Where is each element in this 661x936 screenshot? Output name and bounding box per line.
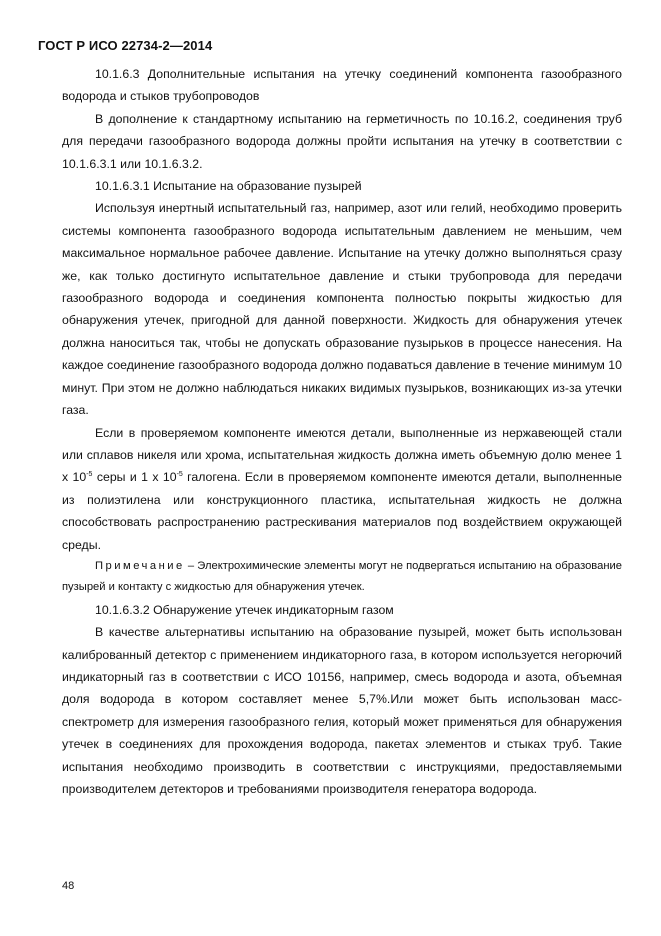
section-heading-10-1-6-3-2: 10.1.6.3.2 Обнаружение утечек индикаторным газом bbox=[95, 602, 394, 617]
page-number: 48 bbox=[62, 880, 75, 892]
paragraph-test-liquid bbox=[62, 422, 622, 556]
section-heading-10-1-6-3: 10.1.6.3 Дополнительные испытания на утечку соединений компонента газообразного водорода и стыков трубопроводов bbox=[62, 67, 622, 104]
paragraph-intro: В дополнение к стандартному испытанию на герметичность по 10.16.2, соединения труб для передачи газообразного водорода должны пройти испытания на утечку в соответствии с 10.1.6.3.1 или 10.1.6.3.2. bbox=[62, 111, 622, 171]
paragraph-bubble-test: Используя инертный испытательный газ, например, азот или гелий, необходимо проверить системы компонента газообразного водорода испытательным давлением не меньшим, чем максимальное нормальное рабочее давление. Испытание на утечку должно выполняться сразу же, как только достигнуто испытательное давление и стыки трубопровода для передачи газообразного водорода и соединения компонента полностью покрыты жидкостью для обнаружения утечек, пригодной для данной поверхности. Жидкость для обнаружения утечек должна наноситься так, чтобы не допускать образование пузырьков в процессе нанесения. На каждое соединение газообразного водорода должно подаваться давление в течение минимум 10 минут. При этом не должно наблюдаться никаких видимых пузырьков, возникающих из-за утечки газа. bbox=[62, 201, 622, 418]
test-liquid-text-1: Если в проверяемом компоненте имеются детали, выполненные из нержавеющей стали или сплавов никеля или хрома, испытательная жидкость должна иметь объемную долю менее 1 х 10 bbox=[62, 425, 622, 485]
standard-header: ГОСТ Р ИСО 22734-2—2014 bbox=[38, 38, 213, 53]
exponent-sulfur: -5 bbox=[86, 471, 93, 479]
note-label: Примечание bbox=[95, 559, 185, 572]
test-liquid-text-3: галогена. Если в проверяемом компоненте имеются детали, выполненные из полиэтилена или конструкционного пластика, испытательная жидкость не должна способствовать распространению растрескивания материалов под воздействием окружающей среды. bbox=[62, 470, 622, 552]
test-liquid-text-2: серы и 1 х 10 bbox=[92, 470, 177, 485]
document-body bbox=[62, 63, 622, 800]
section-heading-10-1-6-3-1: 10.1.6.3.1 Испытание на образование пузырей bbox=[95, 179, 362, 194]
note-text: – Электрохимические элементы могут не подвергаться испытанию на образование пузырей и контакту с жидкостью для обнаружения утечек. bbox=[62, 559, 622, 594]
note-paragraph bbox=[62, 556, 622, 599]
exponent-halogen: -5 bbox=[176, 471, 183, 479]
paragraph-tracer-gas: В качестве альтернативы испытанию на образование пузырей, может быть использован калиброванный детектор с применением индикаторного газа, в котором используется негорючий индикаторный газ в соответствии с ИСО 10156, например, смесь водорода и азота, объемная доля водорода в котором составляет менее 5,7%.Или может быть использован масс-спектрометр для измерения газообразного гелия, который может применяться для обнаружения утечек в соединениях для прохождения водорода, пакетах элементов и стыках труб. Такие испытания необходимо производить в соответствии с инструкциями, предоставляемыми производителем детекторов и требованиями производителя генератора водорода. bbox=[62, 625, 622, 796]
